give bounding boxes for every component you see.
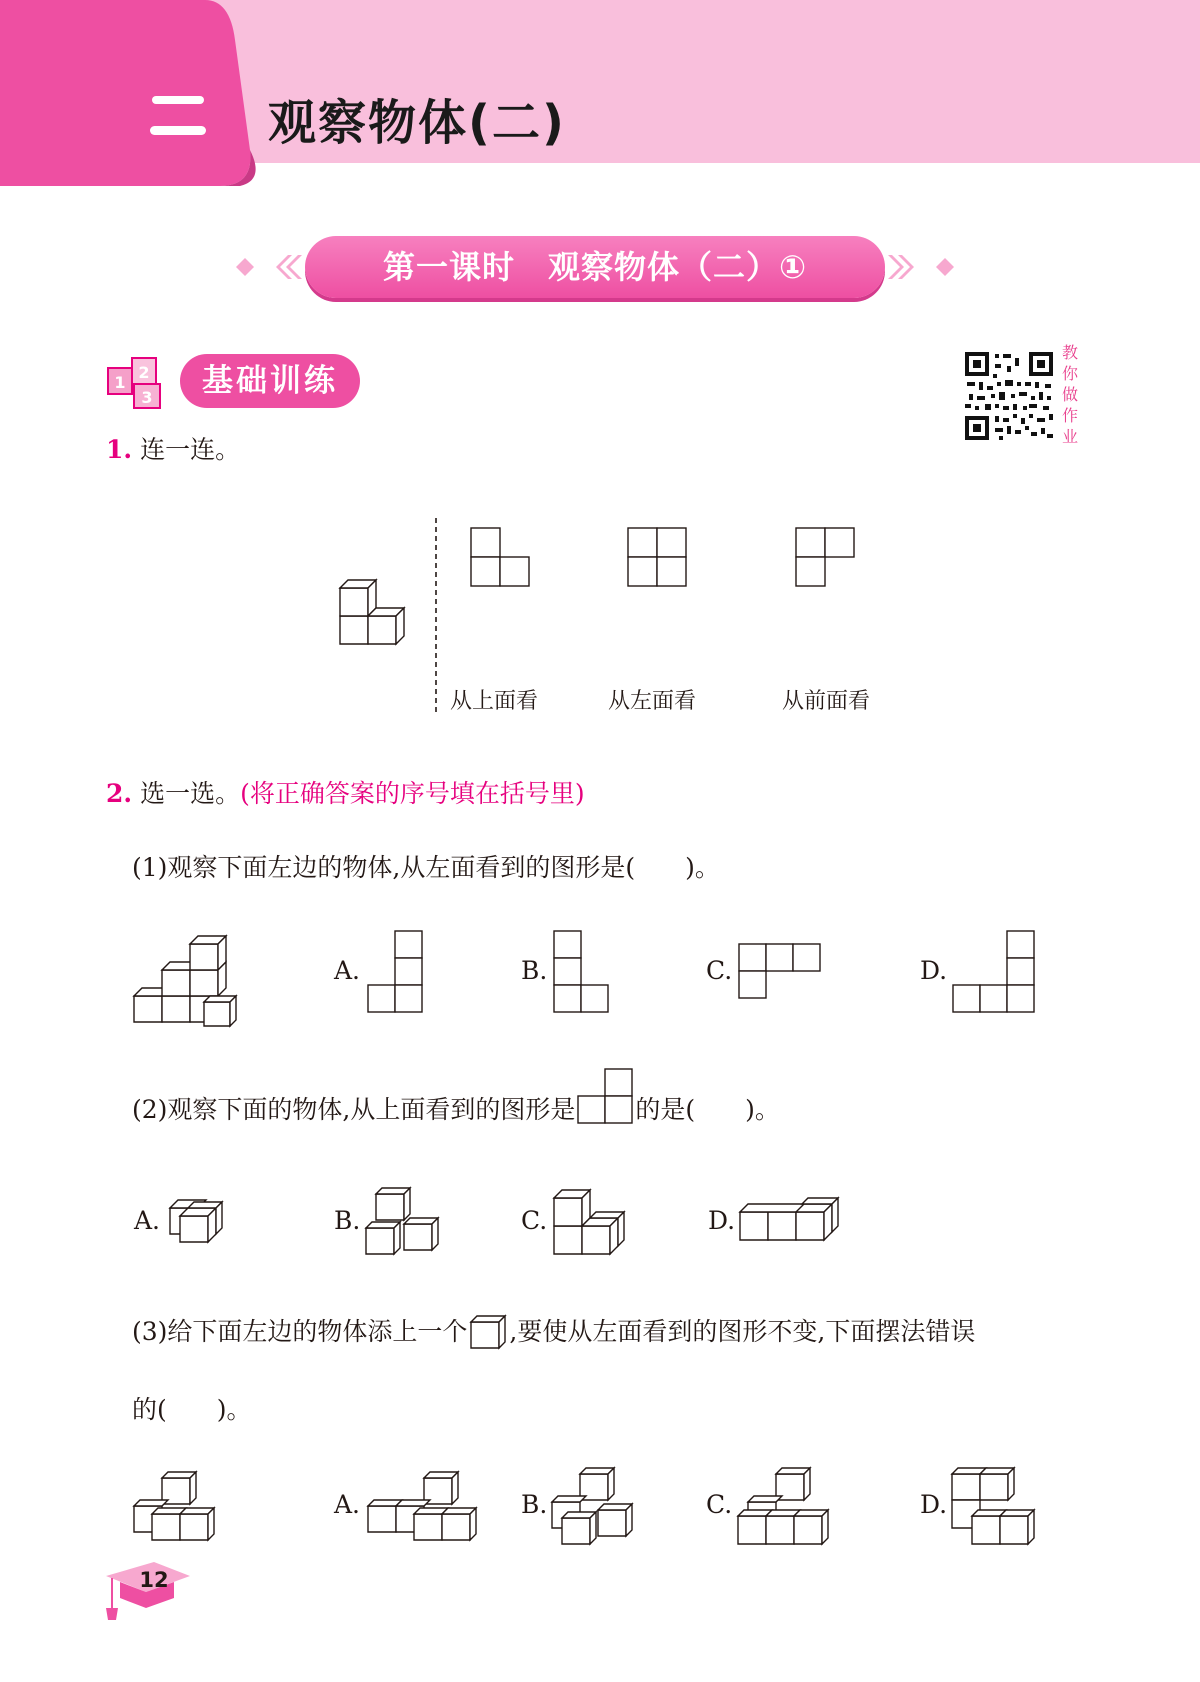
qr-code[interactable] [965, 352, 1053, 440]
banner-right-ornament [884, 252, 954, 282]
icon-digit-1: 1 [114, 373, 126, 392]
q2-sub1-option-a-shape[interactable] [367, 930, 425, 1016]
chapter-number-glyph [150, 92, 210, 142]
chapter-tab [0, 0, 270, 188]
question-2 [106, 774, 585, 810]
q1-caption-left: 从左面看 [608, 689, 697, 714]
q2-sub3-option-b-label[interactable]: B. [521, 1490, 548, 1519]
lesson-title: 第一课时 观察物体（二）① [382, 248, 808, 286]
section-label: 基础训练 [202, 363, 338, 399]
q2-sub3-option-c-label[interactable]: C. [706, 1490, 733, 1519]
q1-view-shape-1 [470, 527, 532, 589]
number-blocks-icon [104, 352, 174, 412]
q2-sub3-option-b-shape[interactable] [550, 1466, 652, 1546]
q2-sub2-line [132, 1090, 780, 1126]
q2-sub1-cube-figure [132, 924, 238, 1026]
q2-sub2-option-a-shape[interactable] [168, 1198, 234, 1244]
q2-sub2-option-b-shape[interactable] [364, 1186, 446, 1258]
q2-sub2-inline-view-shape [577, 1068, 635, 1126]
chapter-title: 观察物体(二) [268, 95, 566, 151]
q2-sub2-option-c-label[interactable]: C. [521, 1206, 548, 1235]
q2-sub2-option-d-shape[interactable] [738, 1196, 848, 1244]
q1-caption-front: 从前面看 [782, 689, 871, 714]
icon-digit-3: 3 [141, 388, 153, 407]
q2-sub3-inline-cube-shape [469, 1312, 509, 1352]
page-number: 12 [139, 1568, 169, 1592]
question-1-number: 1. [106, 435, 133, 464]
banner-left-ornament [236, 252, 306, 282]
q2-sub3-text-before: (3)给下面左边的物体添上一个 [132, 1317, 468, 1346]
question-2-text: 选一选。 [140, 779, 241, 808]
qr-caption-char: 你 [1061, 364, 1078, 383]
q2-sub2-text-before: (2)观察下面的物体,从上面看到的图形是 [132, 1095, 576, 1124]
q1-view-shape-2 [627, 527, 689, 589]
q2-sub3-option-d-shape[interactable] [950, 1466, 1054, 1546]
qr-caption-char: 作 [1061, 406, 1078, 425]
qr-caption [1058, 342, 1082, 447]
q2-sub3-line2: 的( )。 [132, 1395, 252, 1424]
q2-sub3-option-c-shape[interactable] [736, 1466, 844, 1546]
q2-sub1-option-c-shape[interactable] [738, 943, 824, 1001]
q2-sub2-option-d-label[interactable]: D. [708, 1206, 736, 1235]
q2-sub3-option-a-shape[interactable] [366, 1470, 494, 1544]
q2-sub1-option-b-label[interactable]: B. [521, 956, 548, 985]
q1-caption-top: 从上面看 [450, 689, 539, 714]
question-1 [106, 430, 240, 466]
question-2-number: 2. [106, 779, 133, 808]
q2-sub2-option-a-label[interactable]: A. [134, 1206, 161, 1235]
q2-sub1-option-c-label[interactable]: C. [706, 956, 733, 985]
q1-view-shape-3 [795, 527, 857, 589]
q1-dashed-divider [434, 518, 438, 714]
q2-sub2-option-c-shape[interactable] [552, 1186, 634, 1258]
q2-sub3-option-d-label[interactable]: D. [920, 1490, 948, 1519]
q2-sub3-line1 [132, 1312, 975, 1348]
q2-sub3-text-after: ,要使从左面看到的图形不变,下面摆法错误 [509, 1317, 976, 1346]
q2-sub2-inline-view [575, 1098, 635, 1126]
qr-caption-char: 做 [1061, 385, 1078, 404]
q2-sub2-option-b-label[interactable]: B. [334, 1206, 361, 1235]
q2-sub1-text: (1)观察下面左边的物体,从左面看到的图形是( )。 [132, 853, 720, 882]
q2-sub3-option-a-label[interactable]: A. [334, 1490, 361, 1519]
icon-digit-2: 2 [138, 363, 150, 382]
q2-sub3-inline-cube [467, 1320, 509, 1348]
q2-sub1-option-d-label[interactable]: D. [920, 956, 948, 985]
q2-sub1-option-b-shape[interactable] [553, 930, 611, 1016]
q2-sub1-option-d-shape[interactable] [952, 930, 1038, 1016]
qr-caption-char: 教 [1061, 343, 1078, 362]
q2-sub1-option-a-label[interactable]: A. [334, 956, 361, 985]
question-1-text: 连一连。 [140, 435, 241, 464]
question-2-hint: (将正确答案的序号填在括号里) [240, 779, 585, 808]
q1-cube-figure [338, 572, 424, 648]
qr-caption-char: 业 [1061, 427, 1078, 446]
q2-sub2-text-after: 的是( )。 [635, 1095, 780, 1124]
q2-sub3-cube-figure [132, 1470, 232, 1544]
